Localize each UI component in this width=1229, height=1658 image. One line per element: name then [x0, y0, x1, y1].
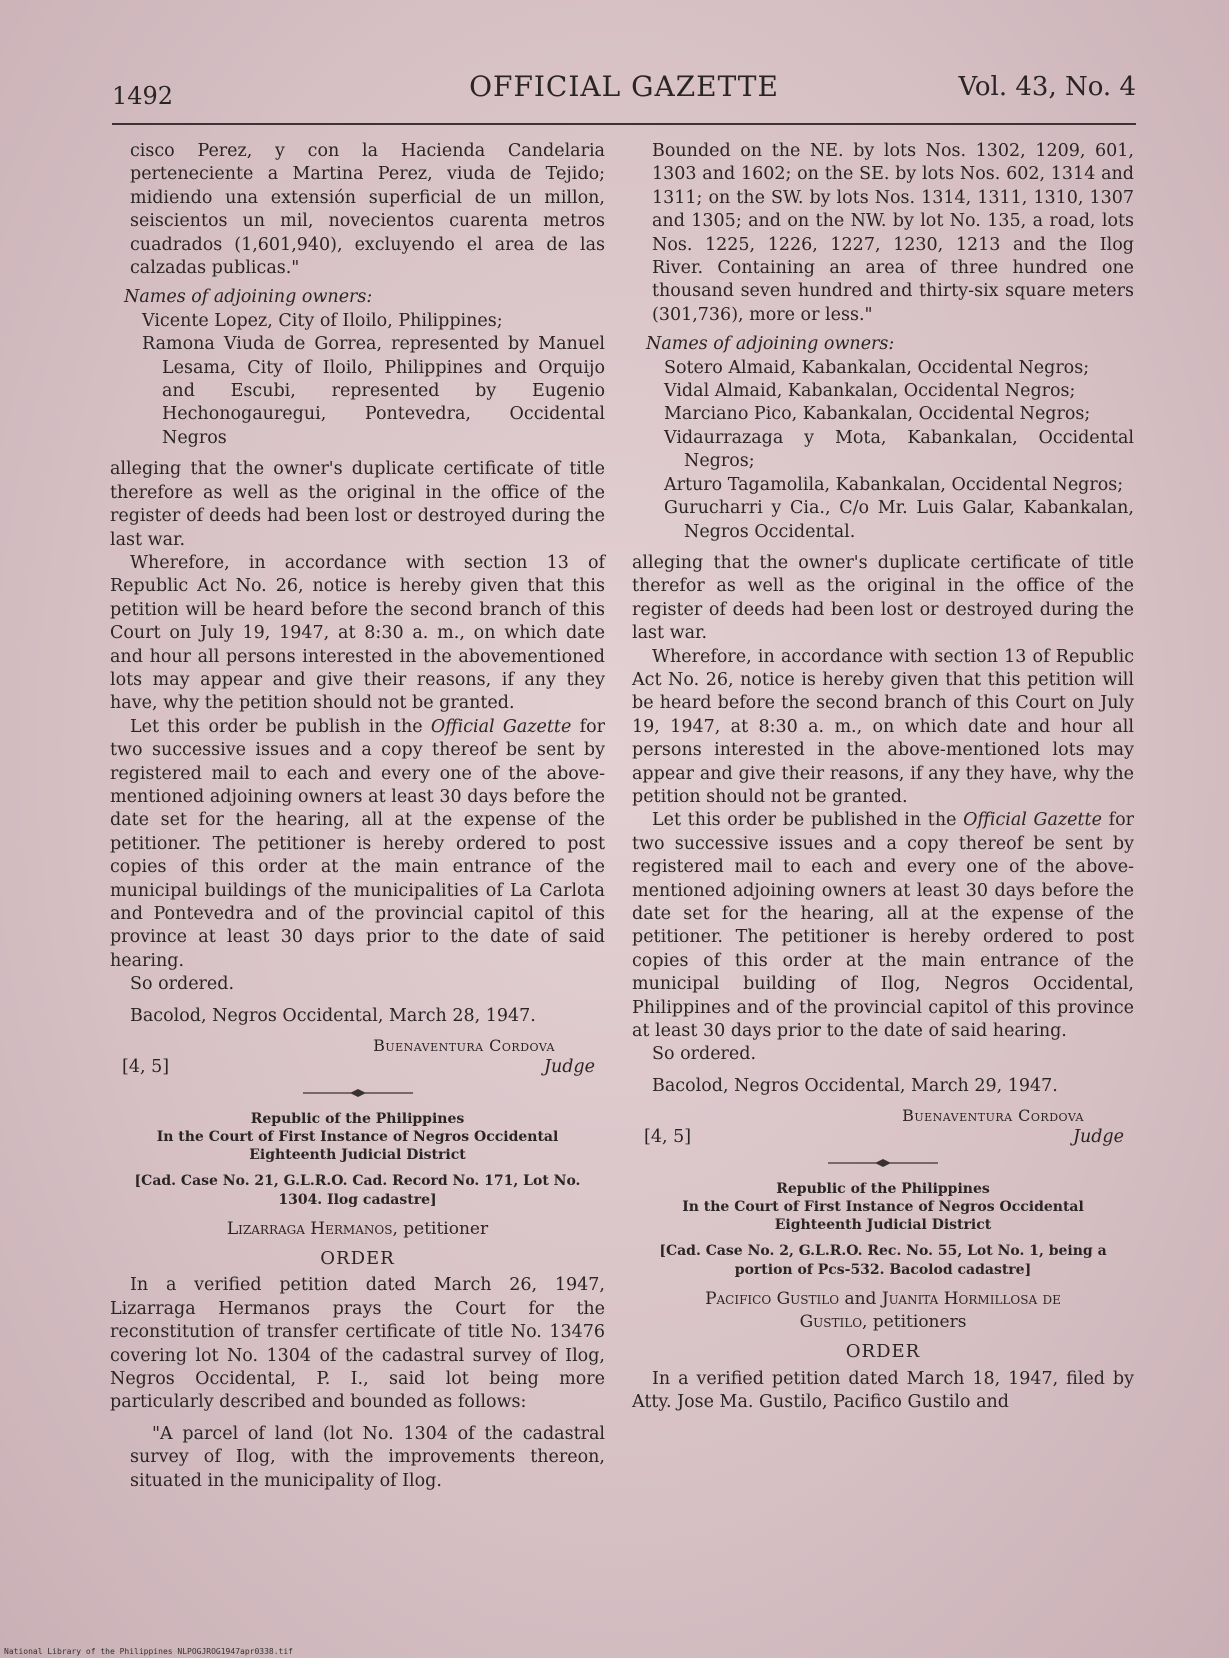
- owner-entry: Marciano Pico, Kabankalan, Occidental Negros;: [664, 404, 1091, 425]
- owner-entry: Vidaurrazaga y Mota, Kabankalan, Occidental Negros;: [664, 427, 1134, 472]
- header-rule: [112, 123, 1136, 125]
- signature-block: [110, 1034, 605, 1080]
- publish-paragraph: Let this order be published in the Official Gazette for two successive issues and a copy thereof be sent by registered mail to each and every one of the above-mentioned adjoining owners at least 30 days before the date set for the hearing, all at the expense of the petitioner. The petitioner is hereby ordered to post copies of this order at the main entrance of the municipal building of Ilog, Negros Occidental, Philippines and of the provincial capitol of this province at least 30 days prior to the date of said hearing.: [632, 810, 1134, 1042]
- signature-block: [632, 1104, 1134, 1150]
- section-divider: [632, 1150, 1134, 1176]
- page-number: 1492: [112, 82, 174, 110]
- lot-description: "A parcel of land (lot No. 1304 of the cadastral survey of Ilog, with the improvements thereon, situated in the municipality of Ilog.: [130, 1423, 605, 1491]
- owner-entry: Sotero Almaid, Kabankalan, Occidental Negros;: [664, 357, 1090, 378]
- court-heading: Republic of the Philippines In the Court of First Instance of Negros Occidental Eighteenth Judicial District: [682, 1181, 1084, 1234]
- owner-entry: Vicente Lopez, City of Iloilo, Philippines;: [142, 310, 503, 331]
- publish-paragraph: Let this order be publish in the Official Gazette for two successive issues and a copy thereof be sent by registered mail to each and every one of the above-mentioned adjoining owners at least 30 days before the date set for the hearing, all at the expense of the petitioner. The petitioner is hereby ordered to post copies of this order at the main entrance of the municipal buildings of the municipalities of La Carlota and Pontevedra and of the provincial capitol of this province at least 30 days prior to the date of said hearing.: [110, 716, 605, 971]
- court-heading: Republic of the Philippines In the Court of First Instance of Negros Occidental Eighteenth Judicial District: [156, 1111, 559, 1164]
- owner-entry: Gurucharri y Cia., C/o Mr. Luis Galar, Kabankalan, Negros Occidental.: [664, 498, 1134, 542]
- alleging-paragraph: alleging that the owner's duplicate certificate of title therefor as well as the original in the office of the register of deeds had been lost or destroyed during the last war.: [632, 552, 1134, 644]
- judge-name: Buenaventura Cordova: [902, 1106, 1084, 1126]
- alleging-paragraph: alleging that the owner's duplicate certificate of title therefore as well as the original in the office of the register of deeds had been lost or destroyed during the last war.: [110, 459, 605, 550]
- petition-body: In a verified petition dated March 26, 1947, Lizarraga Hermanos prays the Court for the reconstitution of transfer certificate of title No. 13476 covering lot No. 1304 of the cadastral survey of Ilog, Negros Occidental, P. I., said lot being more particularly described and bounded as follows:: [110, 1275, 605, 1413]
- section-divider: [110, 1080, 605, 1106]
- judge-name: Buenaventura Cordova: [373, 1036, 555, 1056]
- right-column: [632, 140, 1134, 1414]
- case-caption: [Cad. Case No. 2, G.L.R.O. Rec. No. 55, Lot No. 1, being a portion of Pcs-532. Bacolod cadastre]: [659, 1243, 1107, 1279]
- order-heading: ORDER: [845, 1341, 921, 1363]
- issue-reference: [4, 5]: [644, 1127, 692, 1148]
- owner-entry: Vidal Almaid, Kabankalan, Occidental Negros;: [664, 381, 1076, 402]
- gazette-name: Official Gazette: [963, 810, 1102, 831]
- owner-entry: Ramona Viuda de Gorrea, represented by Manuel Lesama, City of Iloilo, Philippines and Orquijo and Escubi, represented by Eugenio Hechonogauregui, Pontevedra, Occidental Negros: [142, 334, 605, 448]
- publication-title: OFFICIAL GAZETTE: [469, 70, 779, 103]
- owners-heading: Names of adjoining owners:: [124, 287, 373, 308]
- judge-title: Judge: [543, 1057, 595, 1078]
- issue-reference: [4, 5]: [122, 1057, 170, 1078]
- place-date: Bacolod, Negros Occidental, March 28, 1947.: [130, 1005, 536, 1026]
- gazette-name: Official Gazette: [430, 716, 572, 737]
- petitioner-line: Pacifico Gustilo and Juanita Hormillosa de Gustilo, petitioners: [705, 1289, 1061, 1333]
- opening-quote: cisco Perez, y con la Hacienda Candelaria perteneciente a Martina Perez, viuda de Tejido; midiendo una extensión superficial de un millon, seiscientos un mil, novecientos cuarenta metros cuadrados (1,601,940), excluyendo el area de las calzadas publicas.": [130, 141, 605, 279]
- owner-entry: Arturo Tagamolila, Kabankalan, Occidental Negros;: [664, 474, 1124, 495]
- page-header: [112, 66, 1136, 110]
- petition-body: In a verified petition dated March 18, 1947, filed by Atty. Jose Ma. Gustilo, Pacifico Gustilo and: [632, 1368, 1134, 1413]
- place-date: Bacolod, Negros Occidental, March 29, 1947.: [652, 1075, 1058, 1096]
- left-column: [110, 140, 605, 1493]
- wherefore-paragraph: Wherefore, in accordance with section 13 of Republic Act No. 26, notice is hereby given that this petition will be heard before the second branch of this Court on July 19, 1947, at 8:30 a. m., on which date and hour all persons interested in the abovementioned lots may appear and give their reasons, if any they have, why the petition should not be granted.: [110, 552, 605, 714]
- judge-title: Judge: [1072, 1127, 1124, 1148]
- divider-ornament-icon: [828, 1158, 938, 1168]
- so-ordered: So ordered.: [130, 974, 235, 995]
- so-ordered: So ordered.: [652, 1044, 757, 1065]
- divider-ornament-icon: [303, 1088, 413, 1098]
- scan-footer: National Library of the Philippines NLPOGJROG1947apr0338.tif: [4, 1647, 293, 1656]
- order-heading: ORDER: [320, 1248, 395, 1270]
- owners-heading: Names of adjoining owners:: [646, 334, 895, 355]
- petitioner-line: Lizarraga Hermanos, petitioner: [226, 1219, 489, 1240]
- case-caption: [Cad. Case No. 21, G.L.R.O. Cad. Record No. 171, Lot No. 1304. Ilog cadastre]: [134, 1173, 581, 1209]
- volume-number: Vol. 43, No. 4: [958, 72, 1136, 102]
- wherefore-paragraph: Wherefore, in accordance with section 13 of Republic Act No. 26, notice is hereby given that this petition will be heard before the second branch of this Court on July 19, 1947, at 8:30 a. m., on which date and hour all persons interested in the above-mentioned lots may appear and give their reasons, if any they have, why the petition should not be granted.: [632, 646, 1134, 807]
- bounds-description: Bounded on the NE. by lots Nos. 1302, 1209, 601, 1303 and 1602; on the SE. by lots Nos. 602, 1314 and 1311; on the SW. by lots Nos. 1314, 1311, 1310, 1307 and 1305; and on the NW. by lot No. 135, a road, lots Nos. 1225, 1226, 1227, 1230, 1213 and the Ilog River. Containing an area of three hundred one thousand seven hundred and thirty-six square meters (301,736), more or less.": [652, 141, 1134, 325]
